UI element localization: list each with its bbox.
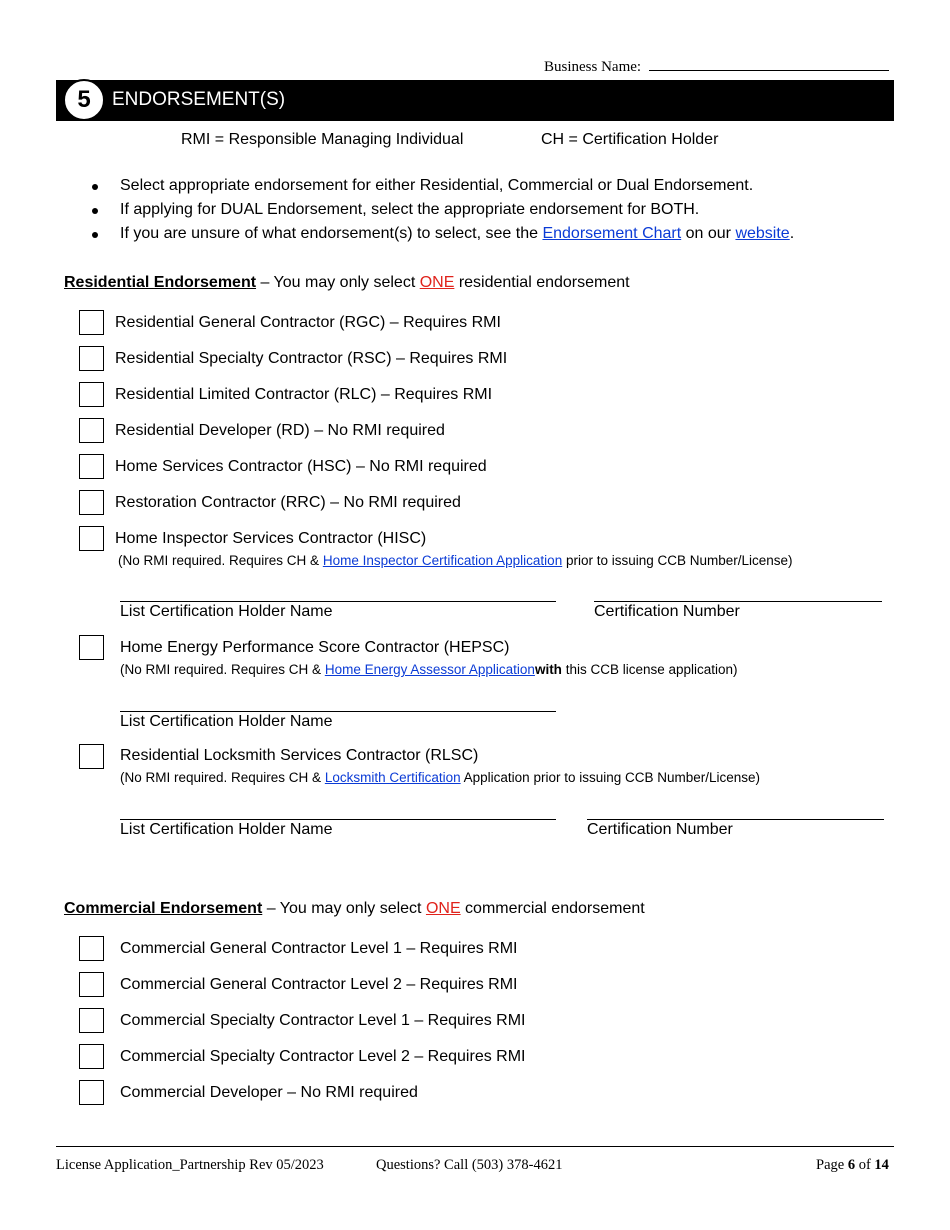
bullet-dot-icon bbox=[92, 184, 98, 190]
hepsc-note-text: (No RMI required. Requires CH & bbox=[120, 662, 325, 677]
instruction-3-mid: on our bbox=[681, 225, 736, 242]
hisc-note-text: (No RMI required. Requires CH & bbox=[118, 553, 323, 568]
business-name-input-line[interactable] bbox=[649, 56, 889, 71]
rlsc-certification-number-label: Certification Number bbox=[587, 821, 733, 838]
hepsc-label: Home Energy Performance Score Contractor (HEPSC) bbox=[120, 639, 510, 656]
instruction-3-text: If you are unsure of what endorsement(s) to select, see the bbox=[120, 225, 543, 242]
website-link[interactable]: website bbox=[735, 225, 790, 242]
footer-page-number bbox=[816, 1157, 889, 1174]
commercial-gc-level2-checkbox[interactable] bbox=[79, 972, 104, 997]
rsc-checkbox[interactable] bbox=[79, 346, 104, 371]
rrc-label: Restoration Contractor (RRC) – No RMI required bbox=[115, 494, 461, 511]
residential-one-emphasis: ONE bbox=[419, 274, 455, 291]
residential-heading bbox=[64, 274, 630, 292]
bullet-dot-icon bbox=[92, 208, 98, 214]
rlc-checkbox[interactable] bbox=[79, 382, 104, 407]
hepsc-note-text-end: this CCB license application) bbox=[561, 662, 738, 677]
hsc-checkbox[interactable] bbox=[79, 454, 104, 479]
commercial-sc-level2-checkbox[interactable] bbox=[79, 1044, 104, 1069]
rsc-label: Residential Specialty Contractor (RSC) – Requires RMI bbox=[115, 350, 508, 367]
rd-checkbox[interactable] bbox=[79, 418, 104, 443]
page-total: 14 bbox=[874, 1157, 889, 1173]
rlsc-holder-name-line[interactable] bbox=[120, 819, 556, 820]
hepsc-note-with: with bbox=[534, 662, 562, 677]
residential-heading-text-end: residential endorsement bbox=[454, 274, 630, 291]
commercial-developer-checkbox[interactable] bbox=[79, 1080, 104, 1105]
hepsc-note bbox=[120, 662, 738, 677]
rd-label: Residential Developer (RD) – No RMI required bbox=[115, 422, 445, 439]
commercial-developer-label: Commercial Developer – No RMI required bbox=[120, 1084, 418, 1101]
rlsc-note-text: (No RMI required. Requires CH & bbox=[120, 770, 325, 785]
rlsc-holder-name-label: List Certification Holder Name bbox=[120, 821, 333, 838]
home-inspector-certification-link[interactable]: Home Inspector Certification Application bbox=[322, 553, 563, 568]
instruction-3 bbox=[120, 225, 794, 243]
business-name-field bbox=[544, 56, 889, 76]
commercial-sc-level1-checkbox[interactable] bbox=[79, 1008, 104, 1033]
rlsc-certification-number-line[interactable] bbox=[587, 819, 884, 820]
instruction-2: If applying for DUAL Endorsement, select the appropriate endorsement for BOTH. bbox=[120, 201, 700, 218]
hepsc-holder-name-line[interactable] bbox=[120, 711, 556, 712]
instruction-1: Select appropriate endorsement for either Residential, Commercial or Dual Endorsement. bbox=[120, 177, 754, 194]
ch-definition: CH = Certification Holder bbox=[541, 131, 719, 148]
instruction-3-end: . bbox=[789, 225, 795, 242]
footer-divider bbox=[56, 1146, 894, 1147]
hisc-note bbox=[118, 553, 793, 568]
page-of: of bbox=[855, 1157, 875, 1173]
commercial-heading-text: – You may only select bbox=[262, 900, 426, 917]
hisc-label: Home Inspector Services Contractor (HISC) bbox=[115, 530, 427, 547]
locksmith-certification-link[interactable]: Locksmith Certification bbox=[324, 770, 461, 785]
business-name-label: Business Name: bbox=[544, 59, 642, 75]
page-prefix: Page bbox=[816, 1157, 848, 1173]
commercial-sc-level1-label: Commercial Specialty Contractor Level 1 – Requires RMI bbox=[120, 1012, 526, 1029]
home-energy-assessor-link[interactable]: Home Energy Assessor Application bbox=[324, 662, 535, 677]
commercial-one-emphasis: ONE bbox=[425, 900, 461, 917]
commercial-sc-level2-label: Commercial Specialty Contractor Level 2 – Requires RMI bbox=[120, 1048, 526, 1065]
hepsc-holder-name-label: List Certification Holder Name bbox=[120, 713, 333, 730]
endorsement-chart-link[interactable]: Endorsement Chart bbox=[542, 225, 682, 242]
hisc-holder-name-line[interactable] bbox=[120, 601, 556, 602]
commercial-gc-level2-label: Commercial General Contractor Level 2 – Requires RMI bbox=[120, 976, 518, 993]
commercial-gc-level1-label: Commercial General Contractor Level 1 – Requires RMI bbox=[120, 940, 518, 957]
commercial-gc-level1-checkbox[interactable] bbox=[79, 936, 104, 961]
section-title: ENDORSEMENT(S) bbox=[112, 89, 286, 110]
hisc-note-text-end: prior to issuing CCB Number/License) bbox=[562, 553, 793, 568]
rgc-checkbox[interactable] bbox=[79, 310, 104, 335]
rlsc-note bbox=[120, 770, 760, 785]
hsc-label: Home Services Contractor (HSC) – No RMI required bbox=[115, 458, 487, 475]
section-number-badge: 5 bbox=[63, 79, 105, 121]
commercial-heading-text-end: commercial endorsement bbox=[460, 900, 645, 917]
footer-questions: Questions? Call (503) 378-4621 bbox=[376, 1157, 563, 1173]
hisc-checkbox[interactable] bbox=[79, 526, 104, 551]
hepsc-checkbox[interactable] bbox=[79, 635, 104, 660]
commercial-heading bbox=[64, 900, 645, 918]
footer-form-name: License Application_Partnership Rev 05/2023 bbox=[56, 1157, 324, 1173]
rrc-checkbox[interactable] bbox=[79, 490, 104, 515]
hisc-holder-name-label: List Certification Holder Name bbox=[120, 603, 333, 620]
residential-heading-text: – You may only select bbox=[256, 274, 420, 291]
hisc-certification-number-line[interactable] bbox=[594, 601, 882, 602]
rlsc-label: Residential Locksmith Services Contractor (RLSC) bbox=[120, 747, 479, 764]
page-current: 6 bbox=[847, 1157, 856, 1173]
rlc-label: Residential Limited Contractor (RLC) – Requires RMI bbox=[115, 386, 493, 403]
residential-heading-title: Residential Endorsement bbox=[64, 274, 257, 291]
rgc-label: Residential General Contractor (RGC) – Requires RMI bbox=[115, 314, 501, 331]
rlsc-note-text-end: Application prior to issuing CCB Number/License) bbox=[460, 770, 761, 785]
rlsc-checkbox[interactable] bbox=[79, 744, 104, 769]
commercial-heading-title: Commercial Endorsement bbox=[64, 900, 263, 917]
rmi-definition: RMI = Responsible Managing Individual bbox=[181, 131, 464, 148]
bullet-dot-icon bbox=[92, 232, 98, 238]
hisc-certification-number-label: Certification Number bbox=[594, 603, 740, 620]
